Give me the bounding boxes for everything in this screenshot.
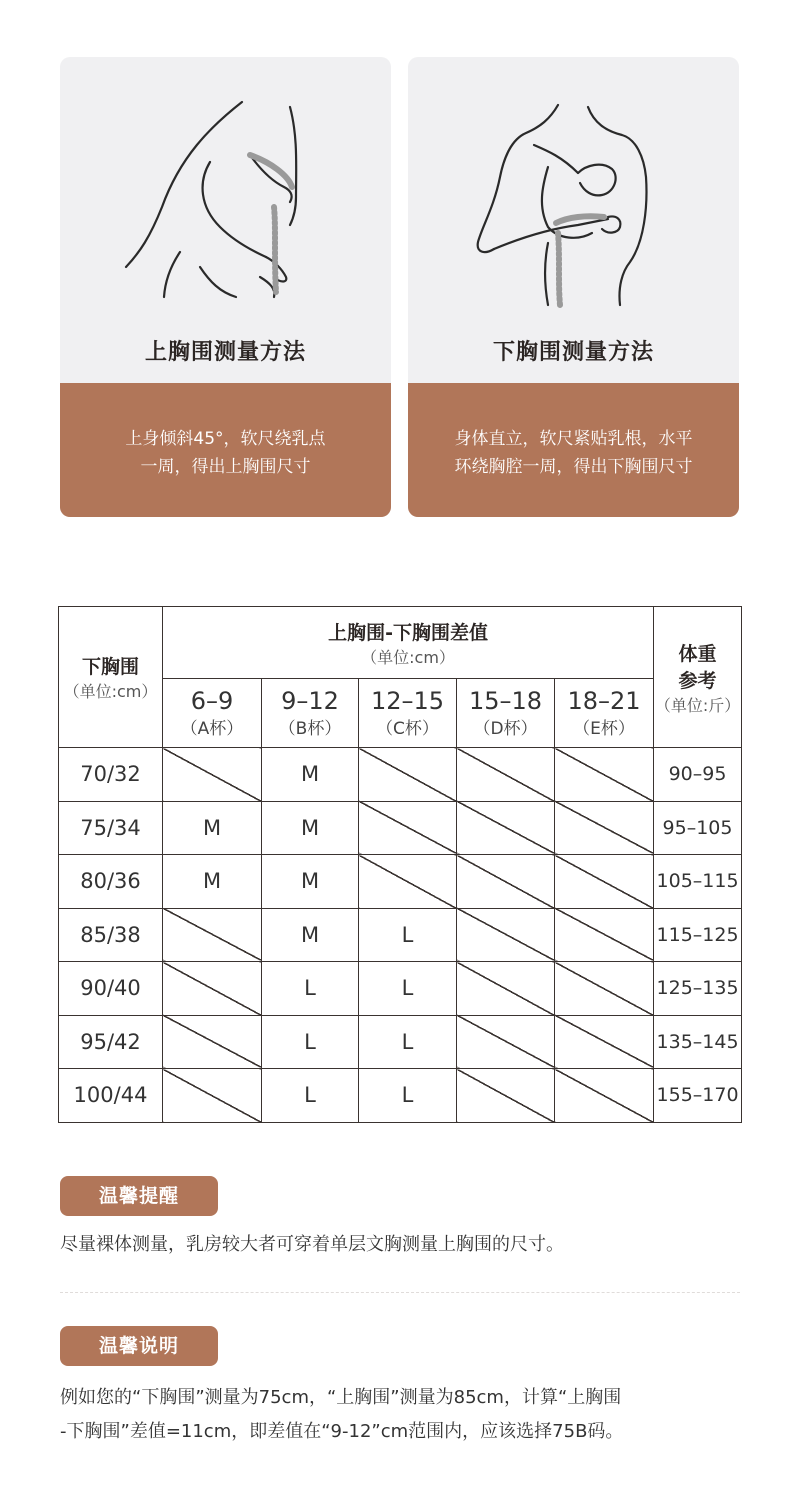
size-cell: L	[262, 962, 359, 1016]
size-rows	[59, 748, 742, 1123]
empty-size-cell	[163, 908, 262, 962]
cup-header-b: 9–12 （B杯）	[262, 679, 359, 748]
reminder-tag: 温馨提醒	[60, 1176, 218, 1216]
upper-bust-description: 上身倾斜45°，软尺绕乳点 一周，得出上胸围尺寸	[60, 383, 391, 517]
empty-size-cell	[555, 908, 654, 962]
header-weight: 体重 参考 （单位:斤）	[654, 607, 742, 748]
under-bust-title: 下胸围测量方法	[492, 340, 654, 365]
empty-size-cell	[457, 1069, 555, 1123]
cup-header-a: 6–9 （A杯）	[163, 679, 262, 748]
under-bust-value: 75/34	[59, 801, 163, 855]
empty-size-cell	[163, 1015, 262, 1069]
reminder-text: 尽量裸体测量，乳房较大者可穿着单层文胸测量上胸围的尺寸。	[60, 1234, 564, 1255]
empty-size-cell	[555, 855, 654, 909]
under-bust-value: 70/32	[59, 748, 163, 802]
empty-size-cell	[163, 1069, 262, 1123]
size-cell: M	[163, 855, 262, 909]
empty-size-cell	[555, 801, 654, 855]
weight-value: 115–125	[654, 908, 742, 962]
cup-header-c: 12–15 （C杯）	[359, 679, 457, 748]
explanation-text: 例如您的“下胸围”测量为75cm，“上胸围”测量为85cm，计算“上胸围 -下胸围”差值=11cm，即差值在“9-12”cm范围内，应该选择75B码。	[60, 1387, 624, 1442]
empty-size-cell	[163, 748, 262, 802]
weight-value: 125–135	[654, 962, 742, 1016]
header-under-bust: 下胸围 （单位:cm）	[59, 607, 163, 748]
header-bust-difference: 上胸围-下胸围差值 （单位:cm）	[163, 607, 654, 679]
weight-value: 90–95	[654, 748, 742, 802]
weight-value: 95–105	[654, 801, 742, 855]
weight-value: 105–115	[654, 855, 742, 909]
under-bust-card	[408, 57, 739, 517]
table-row	[59, 801, 742, 855]
table-row	[59, 855, 742, 909]
size-cell: L	[359, 1069, 457, 1123]
size-cell: M	[262, 801, 359, 855]
size-cell: L	[359, 962, 457, 1016]
table-row	[59, 962, 742, 1016]
empty-size-cell	[555, 1069, 654, 1123]
empty-size-cell	[457, 908, 555, 962]
explanation-tag: 温馨说明	[60, 1326, 218, 1366]
table-row	[59, 908, 742, 962]
empty-size-cell	[359, 748, 457, 802]
table-row	[59, 1069, 742, 1123]
size-cell: M	[262, 908, 359, 962]
under-bust-description: 身体直立，软尺紧贴乳根，水平 环绕胸腔一周，得出下胸围尺寸	[408, 383, 739, 517]
weight-value: 135–145	[654, 1015, 742, 1069]
weight-value: 155–170	[654, 1069, 742, 1123]
cup-header-e: 18–21 （E杯）	[555, 679, 654, 748]
under-bust-value: 95/42	[59, 1015, 163, 1069]
empty-size-cell	[555, 962, 654, 1016]
table-row	[59, 1015, 742, 1069]
size-cell: L	[262, 1069, 359, 1123]
empty-size-cell	[359, 801, 457, 855]
empty-size-cell	[457, 962, 555, 1016]
empty-size-cell	[457, 1015, 555, 1069]
upper-bust-measure-illustration	[60, 57, 391, 327]
under-bust-value: 80/36	[59, 855, 163, 909]
size-cell: L	[262, 1015, 359, 1069]
empty-size-cell	[555, 1015, 654, 1069]
under-bust-measure-illustration	[408, 57, 739, 327]
upper-bust-title: 上胸围测量方法	[144, 340, 306, 365]
empty-size-cell	[457, 748, 555, 802]
size-cell: M	[262, 855, 359, 909]
under-bust-value: 100/44	[59, 1069, 163, 1123]
empty-size-cell	[555, 748, 654, 802]
size-cell: M	[262, 748, 359, 802]
empty-size-cell	[359, 855, 457, 909]
under-bust-value: 85/38	[59, 908, 163, 962]
empty-size-cell	[163, 962, 262, 1016]
empty-size-cell	[457, 855, 555, 909]
section-divider	[60, 1292, 740, 1293]
size-cell: M	[163, 801, 262, 855]
upper-bust-card	[60, 57, 391, 517]
empty-size-cell	[457, 801, 555, 855]
under-bust-value: 90/40	[59, 962, 163, 1016]
size-cell: L	[359, 1015, 457, 1069]
table-row	[59, 748, 742, 802]
cup-header-d: 15–18 （D杯）	[457, 679, 555, 748]
size-cell: L	[359, 908, 457, 962]
size-chart-table	[58, 606, 742, 1123]
